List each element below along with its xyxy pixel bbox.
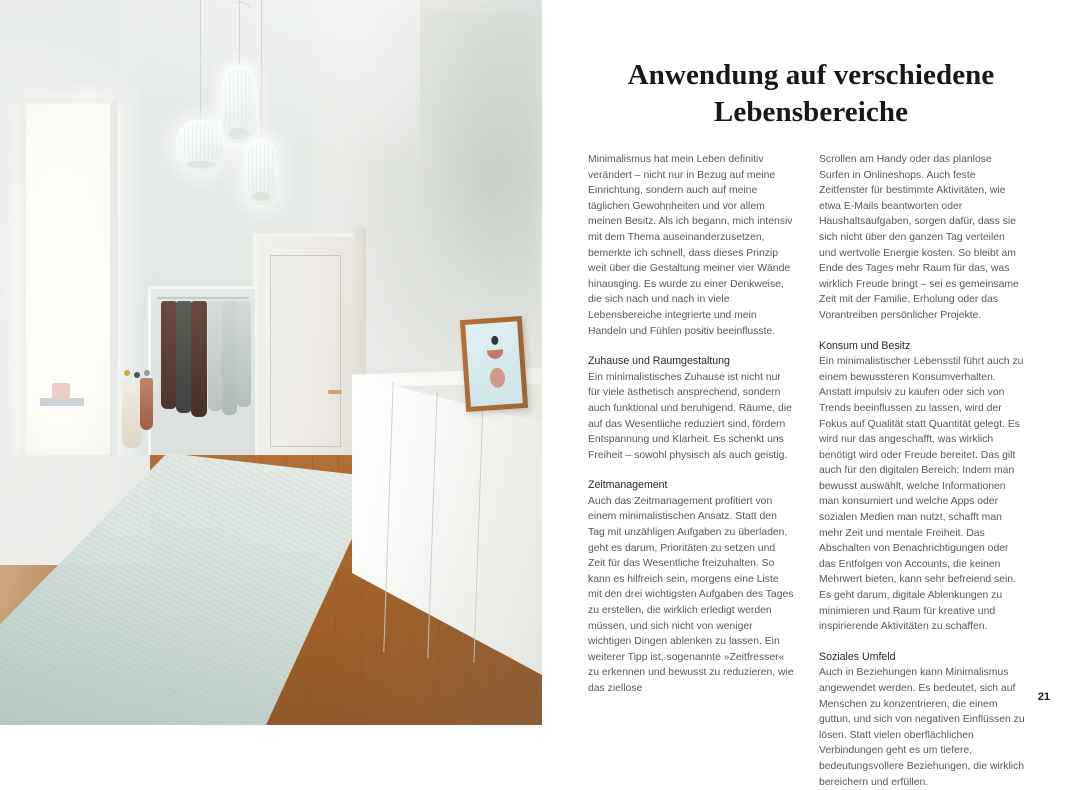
lamp-cord xyxy=(200,0,201,122)
text-page xyxy=(542,0,1080,788)
art-arc-shape xyxy=(487,349,504,359)
door-panel xyxy=(270,255,341,447)
hanging-coat xyxy=(122,380,142,448)
art-oval-shape xyxy=(489,367,505,388)
coat-hook-icon xyxy=(134,372,140,378)
garment xyxy=(236,301,251,407)
art-dot-shape xyxy=(491,336,499,345)
lamp-cord xyxy=(261,0,262,140)
hallway-photograph xyxy=(0,0,542,725)
intro-paragraph: Minimalismus hat mein Leben definitiv verändert – nicht nur in Bezug auf meine Einrichtung, sondern auch auf meine täglichen Gewohnheiten und vor allem meinen Besitz. Als ich begann, mich intensiv mit dem Thema auseinanderzusetzen, bemerkte ich schnell, dass dieses Prinzip weit über die Gestaltung meiner vier Wände hinausging. Es wurde zu einer Denkweise, die sich nach und nach in viele Lebensbereiche integrierte und mein Handeln und Fühlen positiv beeinflusste. xyxy=(588,154,793,337)
pendant-lamp xyxy=(245,139,277,205)
garment xyxy=(222,301,237,415)
hanging-bag xyxy=(140,378,153,430)
pendant-lamp xyxy=(176,120,226,172)
ceiling-ridge xyxy=(120,0,420,160)
right-text-column xyxy=(819,152,1025,790)
sill-object xyxy=(52,383,70,399)
coat-hook-icon xyxy=(144,370,150,376)
lamp-diffuser xyxy=(229,128,249,139)
lamp-ribs xyxy=(248,143,275,196)
lamp-cord xyxy=(239,0,240,66)
section-body-zeitmanagement: Auch das Zeitmanagement profitiert von einem minimalistischen Ansatz. Statt den Tag mit unzähligen Aufgaben zu überladen, geht es darum, Prioritäten zu setzen und Zeit für das Wesentliche freizuhalten. So kann es hilfreich sein, morgens eine Liste mit den drei wichtigsten Aufgaben des Tages zu erstellen, die wirklich erledigt werden müssen, und sich nicht von weniger wichtigen Dingen ablenken zu lassen. Ein weiterer Tipp ist, sogenannte »Zeitfresser« zu erkennen und bewusst zu reduzieren, wie das ziellose xyxy=(588,495,794,694)
garment xyxy=(208,301,223,411)
section-body-soziales: Auch in Beziehungen kann Minimalismus angewendet werden. Es bedeutet, sich auf Menschen zu konzentrieren, die einem guttun, und sich von negativen Einflüssen zu lösen. Statt vielen oberflächlichen Verbindungen geht es um tiefere, bedeutungsvollere Beziehungen, die wirklich bereichern und erfüllen. xyxy=(819,667,1025,788)
garment xyxy=(176,301,192,413)
art-canvas xyxy=(465,321,523,406)
section-body-konsum: Ein minimalistischer Lebensstil führt auch zu einem bewussteren Konsumverhalten. Anstatt impulsiv zu kaufen oder sich von Trends beeinflussen zu lassen, wird der Fokus auf Qualität statt Quantität gelegt. Es wird nur das angeschafft, was wirklich benötigt wird oder Freude bereitet. Das gilt auch für den digitalen Bereich: Indem man bewusst auswählt, welche Informationen man konsumiert und welche Apps oder sozialen Medien man nutzt, schafft man mehr Zeit und mentale Freiheit. Das Abschalten von Benachrichtigungen oder das Entfolgen von Accounts, die keinen Mehrwert bieten, kann sehr befreiend sein. Es geht darum, digitale Ablenkungen zu minimieren und Raum für kreative und inspirierende Aktivitäten zu schaffen. xyxy=(819,356,1024,633)
pendant-lamp xyxy=(222,65,256,143)
door-handle xyxy=(328,390,342,394)
framed-artwork xyxy=(460,316,528,412)
garment xyxy=(191,301,207,417)
coat-hook-icon xyxy=(124,370,130,376)
window-sill xyxy=(40,398,84,406)
lamp-ribs xyxy=(180,123,222,165)
page-number: 21 xyxy=(1037,691,1050,703)
page-title: Anwendung auf verschiedene Lebensbereiche xyxy=(627,59,995,128)
lamp-diffuser xyxy=(187,161,216,168)
garment xyxy=(161,301,177,409)
section-heading-konsum: Konsum und Besitz xyxy=(819,339,911,352)
left-text-column xyxy=(588,152,794,790)
lamp-ribs xyxy=(225,70,254,132)
panelled-door xyxy=(253,233,353,489)
continuation-paragraph: Scrollen am Handy oder das planlose Surfen in Onlineshops. Auch feste Zeitfenster für bestimmte Aktivitäten, wie etwa E-Mails beantworten oder Haushaltsaufgaben, sorgen dafür, dass sie sich nicht über den ganzen Tag verteilen und wertvolle Energie kosten. So bleibt am Ende des Tages mehr Raum für das, was wirklich Freude bringt – sei es gemeinsame Zeit mit der Familie, Erholung oder das Vorantreiben persönlicher Projekte. xyxy=(819,154,1019,321)
section-body-zuhause: Ein minimalistisches Zuhause ist nicht nur für viele ästhetisch ansprechend, sondern auch funktional und beruhigend. Räume, die auf das Wesentliche reduziert sind, fördern Entspannung und Klarheit. Es schenkt uns Freiheit – sowohl physisch als auch geistig. xyxy=(588,371,792,461)
clothes-rail xyxy=(157,297,249,299)
lamp-diffuser xyxy=(252,192,271,201)
text-columns xyxy=(588,152,1070,790)
section-heading-soziales: Soziales Umfeld xyxy=(819,650,896,663)
photo-page xyxy=(0,0,542,725)
coat-hook-area xyxy=(118,360,158,470)
section-heading-zeitmanagement: Zeitmanagement xyxy=(588,479,668,492)
section-heading-zuhause: Zuhause und Raumgestaltung xyxy=(588,355,730,368)
